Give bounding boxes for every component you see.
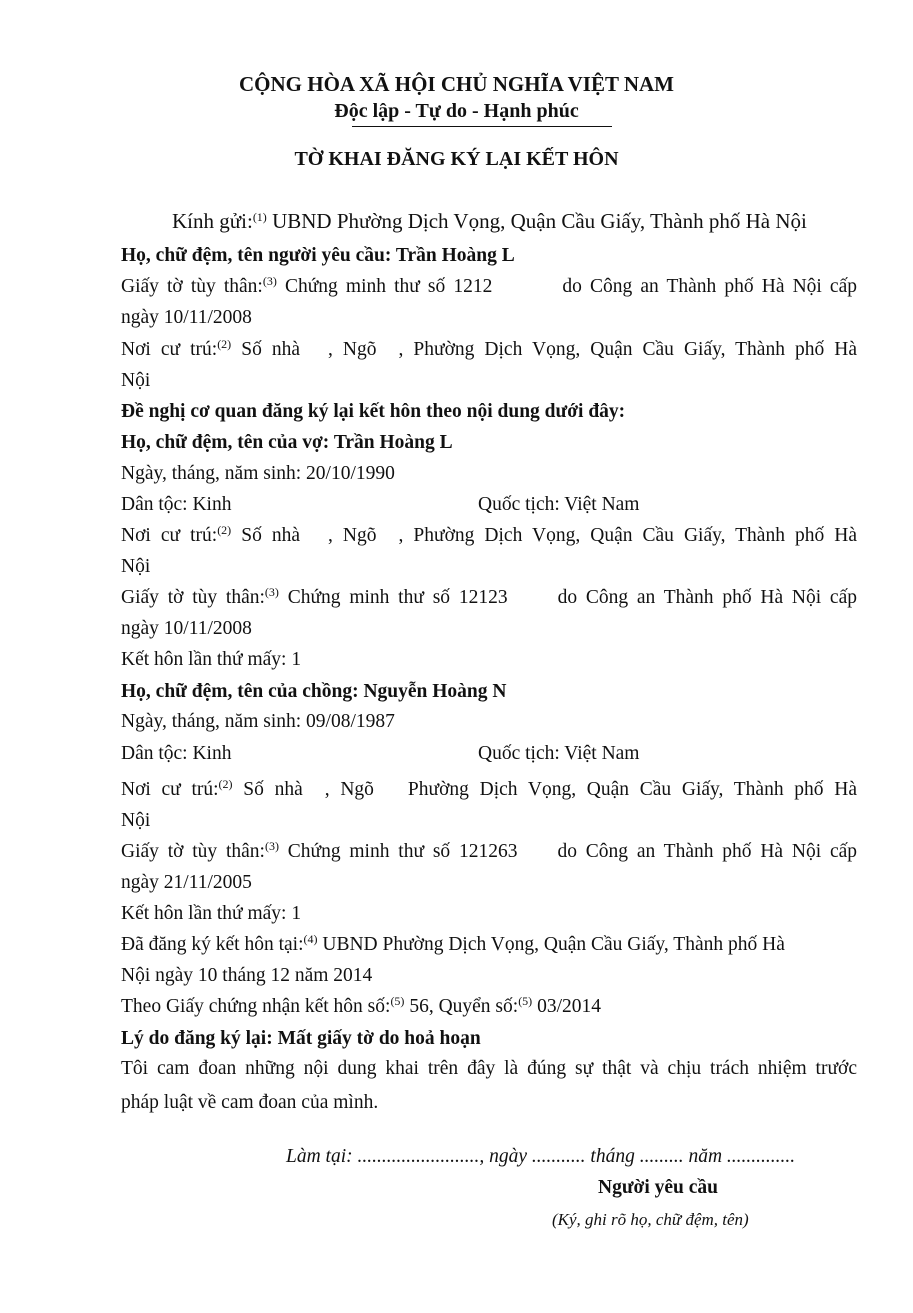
wife-residence-city: Nội: [121, 556, 151, 577]
signer-title: Người yêu cầu: [598, 1177, 718, 1198]
note-ref: (4): [303, 932, 318, 946]
request-heading: Đề nghị cơ quan đăng ký lại kết hôn theo nội dung dưới đây:: [121, 401, 626, 422]
residence-house: Số nhà: [241, 339, 300, 360]
husband-name-label: Họ, chữ đệm, tên của chồng:: [121, 681, 359, 702]
requester-id-value: Chứng minh thư số 1212: [284, 276, 493, 297]
wife-nationality: Quốc tịch: Việt Nam: [478, 494, 640, 515]
country-name: CỘNG HÒA XÃ HỘI CHỦ NGHĨA VIỆT NAM: [238, 72, 675, 96]
certificate-line: [121, 995, 601, 1019]
wife-id-value: Chứng minh thư số 12123: [287, 587, 508, 608]
wife-residence-line: [121, 524, 857, 548]
residence-label: Nơi cư trú:: [121, 525, 218, 546]
note-ref: (5): [518, 994, 533, 1008]
husband-name: Nguyễn Hoàng N: [363, 681, 507, 702]
wife-marriage-count: Kết hôn lần thứ mấy: 1: [121, 649, 302, 670]
requester-id-date: ngày 10/11/2008: [121, 307, 252, 328]
wife-name: Trần Hoàng L: [333, 432, 453, 453]
reason-value: Mất giấy tờ do hoả hoạn: [277, 1028, 481, 1049]
signing-place-date: Làm tại: ........................., ngày ........... tháng ......... năm ..............: [286, 1146, 796, 1167]
signature-instruction: (Ký, ghi rõ họ, chữ đệm, tên): [552, 1210, 749, 1229]
wife-id-label: Giấy tờ tùy thân:: [121, 587, 265, 608]
residence-house: Số nhà: [241, 525, 300, 546]
husband-name-line: [121, 680, 506, 704]
note-ref: (1): [252, 210, 267, 224]
addressee-line: [172, 209, 807, 233]
requester-residence-line: [121, 338, 857, 362]
residence-house: Số nhà: [243, 779, 303, 800]
wife-name-line: [121, 431, 453, 455]
commitment-line-2: pháp luật về cam đoan của mình.: [121, 1092, 379, 1113]
registration-date: Nội ngày 10 tháng 12 năm 2014: [121, 965, 373, 986]
motto-underline: [352, 126, 612, 127]
wife-ethnicity: Dân tộc: Kinh: [121, 494, 232, 515]
requester-id-issuer: do Công an Thành phố Hà Nội cấp: [562, 276, 857, 297]
reason-line: [121, 1027, 481, 1051]
residence-label: Nơi cư trú:: [121, 779, 219, 800]
note-ref: (2): [218, 777, 233, 791]
addressee-label: Kính gửi:: [172, 209, 253, 233]
husband-marriage-count: Kết hôn lần thứ mấy: 1: [121, 903, 302, 924]
husband-dob: Ngày, tháng, năm sinh: 09/08/1987: [121, 711, 395, 732]
wife-id-issuer: do Công an Thành phố Hà Nội cấp: [557, 587, 857, 608]
husband-id-value: Chứng minh thư số 121263: [287, 841, 518, 862]
husband-residence-line: [121, 778, 857, 802]
addressee-value: UBND Phường Dịch Vọng, Quận Cầu Giấy, Thành phố Hà Nội: [272, 209, 807, 233]
husband-id-date: ngày 21/11/2005: [121, 872, 252, 893]
residence-alley: , Ngõ: [324, 779, 374, 800]
reason-label: Lý do đăng ký lại:: [121, 1028, 273, 1049]
note-ref: (3): [264, 839, 279, 853]
wife-name-label: Họ, chữ đệm, tên của vợ:: [121, 432, 330, 453]
husband-id-label: Giấy tờ tùy thân:: [121, 841, 265, 862]
residence-ward: Phường Dịch Vọng, Quận Cầu Giấy, Thành phố Hà: [407, 779, 857, 800]
residence-ward: , Phường Dịch Vọng, Quận Cầu Giấy, Thành phố Hà: [398, 525, 857, 546]
residence-label: Nơi cư trú:: [121, 339, 218, 360]
requester-id-line: [121, 275, 857, 299]
husband-ethnicity: Dân tộc: Kinh: [121, 743, 232, 764]
wife-id-date: ngày 10/11/2008: [121, 618, 252, 639]
commitment-line-1: Tôi cam đoan những nội dung khai trên đây là đúng sự thật và chịu trách nhiệm trước: [121, 1058, 857, 1079]
requester-name-label: Họ, chữ đệm, tên người yêu cầu:: [121, 245, 392, 266]
registration-place: UBND Phường Dịch Vọng, Quận Cầu Giấy, Thành phố Hà: [322, 934, 785, 955]
husband-nationality: Quốc tịch: Việt Nam: [478, 743, 640, 764]
certificate-number: 56, Quyển số:: [409, 996, 519, 1017]
note-ref: (2): [217, 337, 232, 351]
registration-place-line: [121, 933, 785, 957]
certificate-label: Theo Giấy chứng nhận kết hôn số:: [121, 996, 391, 1017]
registration-place-label: Đã đăng ký kết hôn tại:: [121, 934, 304, 955]
note-ref: (3): [264, 585, 279, 599]
national-motto: Độc lập - Tự do - Hạnh phúc: [334, 100, 579, 122]
requester-residence-city: Nội: [121, 370, 151, 391]
requester-name: Trần Hoàng L: [395, 245, 515, 266]
residence-alley: , Ngõ: [328, 339, 377, 360]
wife-dob: Ngày, tháng, năm sinh: 20/10/1990: [121, 463, 395, 484]
husband-id-line: [121, 840, 857, 864]
residence-ward: , Phường Dịch Vọng, Quận Cầu Giấy, Thành phố Hà: [398, 339, 857, 360]
husband-residence-city: Nội: [121, 810, 151, 831]
note-ref: (2): [217, 523, 232, 537]
note-ref: (3): [262, 274, 277, 288]
form-title: TỜ KHAI ĐĂNG KÝ LẠI KẾT HÔN: [294, 148, 619, 170]
husband-id-issuer: do Công an Thành phố Hà Nội cấp: [557, 841, 857, 862]
residence-alley: , Ngõ: [328, 525, 377, 546]
book-number: 03/2014: [537, 996, 601, 1017]
requester-name-line: [121, 244, 515, 268]
note-ref: (5): [390, 994, 405, 1008]
wife-id-line: [121, 586, 857, 610]
requester-id-label: Giấy tờ tùy thân:: [121, 276, 263, 297]
